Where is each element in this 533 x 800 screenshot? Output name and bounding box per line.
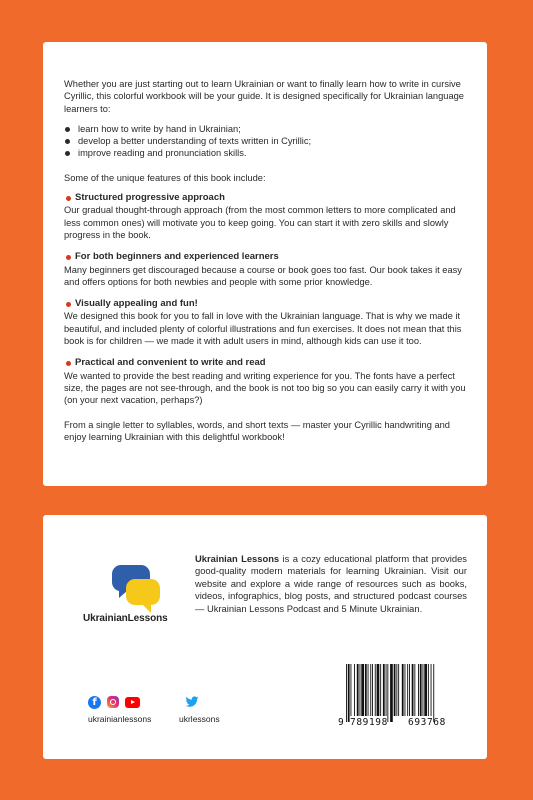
barcode-bar	[383, 664, 385, 716]
list-item: develop a better understanding of texts written in Cyrillic;	[64, 135, 466, 147]
barcode-bar	[372, 664, 373, 716]
isbn-barcode	[332, 662, 467, 739]
social-group	[179, 695, 220, 724]
feature-text: We designed this book for you to fall in love with the Ukrainian language. That is why we made it beautiful, and included plenty of colorful illustrations and fun exercises. It does not mean that this book is for children — we made it with adult users in mind, although kids can use it too.	[64, 311, 462, 347]
barcode-bar	[375, 664, 376, 716]
list-item: learn how to write by hand in Ukrainian;	[64, 123, 466, 135]
list-item: improve reading and pronunciation skills.	[64, 147, 466, 159]
barcode-bar	[398, 664, 399, 716]
barcode-bar	[423, 664, 424, 716]
feature-text: Many beginners get discouraged because a course or book goes too fast. Our book takes it easy and offers options for both newbies and people with some prior knowledge.	[64, 264, 462, 287]
barcode-bar	[418, 664, 419, 716]
feature-title: Practical and convenient to write and read	[75, 357, 266, 369]
barcode-bar	[394, 664, 396, 716]
closing-paragraph: From a single letter to syllables, words, and short texts — master your Cyrillic handwriting and enjoy learning Ukrainian with this delightful workbook!	[64, 419, 450, 442]
barcode-bar	[431, 664, 432, 716]
barcode-bar	[386, 664, 387, 716]
feature-title: Visually appealing and fun!	[75, 298, 198, 310]
barcode-bar	[380, 664, 381, 716]
barcode-group-right: 693768	[408, 717, 446, 728]
youtube-icon[interactable]	[125, 697, 140, 708]
brand-name: UkrainianLessons	[83, 613, 168, 624]
barcode-bar	[402, 664, 404, 716]
barcode-bar	[346, 664, 347, 722]
barcode-bar	[348, 664, 350, 722]
publisher-about-text: is a cozy educational platform that provides good-quality modern materials for learning Ukrainian. Visit our website and explore a wide range of resources such as books, videos, infographics, blog posts, and structured podcast courses — Ukrainian Lessons Podcast and 5 Minute Ukrainian.	[195, 553, 467, 614]
barcode-bar	[360, 664, 361, 716]
barcode-bar	[361, 664, 364, 716]
instagram-icon[interactable]	[107, 696, 119, 708]
barcode-bars	[346, 664, 461, 722]
feature-title: For both beginners and experienced learners	[75, 251, 279, 263]
feature-item	[64, 192, 466, 241]
barcode-bar	[396, 664, 397, 716]
barcode-bar	[370, 664, 371, 716]
barcode-bar	[368, 664, 369, 716]
social-group	[88, 695, 151, 724]
description-panel	[43, 42, 487, 486]
barcode-bar	[357, 664, 359, 716]
barcode-bar	[377, 664, 380, 716]
barcode-group-left: 789198	[350, 717, 388, 728]
barcode-bar	[420, 664, 422, 716]
barcode-digit-lead: 9	[338, 717, 344, 728]
barcode-number	[338, 717, 466, 728]
feature-item	[64, 251, 466, 288]
features-intro: Some of the unique features of this book include:	[64, 172, 266, 183]
feature-item	[64, 298, 466, 347]
publisher-name: Ukrainian Lessons	[195, 553, 280, 564]
barcode-bar	[405, 664, 406, 716]
publisher-about	[195, 553, 467, 615]
social-handle[interactable]: ukrainianlessons	[88, 714, 152, 724]
barcode-bar	[433, 664, 434, 722]
intro-paragraph: Whether you are just starting out to learn Ukrainian or want to finally learn how to write in cursive Cyrillic, this colorful workbook will be your guide. It is designed specifically for Ukrainian language learners to:	[64, 79, 464, 114]
facebook-icon[interactable]: f	[88, 696, 101, 709]
barcode-bar	[409, 664, 410, 716]
feature-title: Structured progressive approach	[75, 192, 225, 204]
barcode-bar	[390, 664, 393, 722]
barcode-bar	[407, 664, 408, 716]
social-handle[interactable]: ukrlessons	[179, 714, 220, 724]
ukrainianlessons-logo-icon	[81, 557, 173, 621]
barcode-bar	[351, 664, 352, 716]
barcode-bar	[387, 664, 388, 722]
barcode-bar	[412, 664, 414, 716]
barcode-bar	[365, 664, 367, 716]
goals-list	[64, 123, 466, 160]
publisher-panel	[43, 515, 487, 759]
feature-item	[64, 357, 466, 406]
barcode-bar	[424, 664, 427, 716]
barcode-bar	[428, 664, 429, 716]
feature-text: Our gradual thought-through approach (from the most common letters to more complicated and less common ones) will motivate you to keep going. You can start it with zero skills and slowly progress in the book.	[64, 205, 456, 240]
barcode-bar	[414, 664, 415, 716]
barcode-bar	[354, 664, 355, 716]
feature-text: We wanted to provide the best reading and writing experience for you. The fonts have a perfect size, the pages are not see-through, and the book is not too big so you can easily carry it with you (on your next vacation, perhaps?)	[64, 370, 466, 406]
twitter-icon[interactable]	[185, 695, 199, 709]
